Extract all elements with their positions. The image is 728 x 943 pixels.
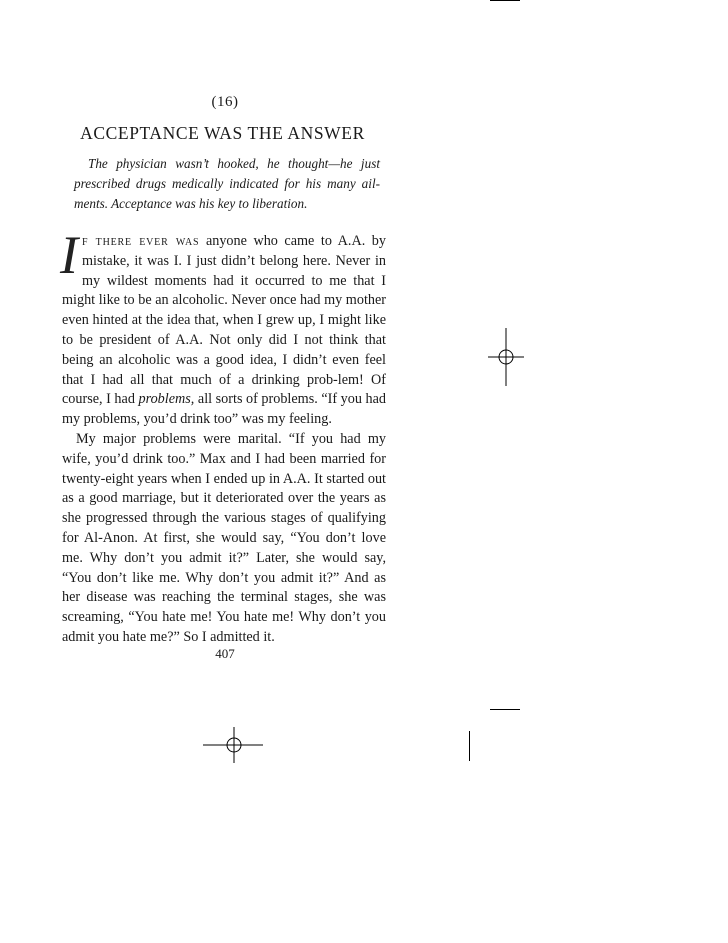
chapter-summary [74,154,380,214]
registration-mark-bottom [203,727,263,763]
crop-mark-bottom-right [490,709,520,710]
lead-in-smallcaps: f there ever was [81,233,200,249]
crop-mark-top-right [490,0,520,1]
page-number: 407 [215,646,235,661]
paragraph-1-end: all sorts of problems. “If you had my problems, you’d drink too” was my feeling. [62,391,386,428]
paragraph-1-text: anyone who came to A.A. by mistake, it was I. I just didn’t belong here. Never in my wildest moments had it occurred to me that I might like to be an alcoholic. Never once had my mother even hinted at the idea that, when I grew up, I might like to be president of A.A. Not only did I not think that being an alcoholic was a good idea, I didn’t even feel that I had all that much of a drinking prob-lem! Of course, I had [62,233,386,408]
paragraph-2: My major problems were marital. “If you had my wife, you’d drink too.” Max and I had been married for twenty-eight years when I ended up in A.A. It started out as a good marriage, but it deteriorated over the years as she progressed through the various stages of qualifying for Al-Anon. At first, she would say, “You don’t love me. Why don’t you admit it?” Later, she would say, “You don’t like me. Why don’t you admit it?” And as her disease was reaching the terminal stages, she was screaming, “You hate me! You hate me! Why don’t you admit you hate me?” So I admitted it. [62,430,386,645]
summary-text: The physician wasn’t hooked, he thought—he just prescribed drugs medically indicated for his many ail-ments. Acceptance was his key to liberation. [74,156,380,211]
story-body [60,225,386,648]
drop-cap: I [60,225,78,285]
crop-mark-bottom-vertical [469,731,470,761]
registration-mark-right [488,328,524,386]
chapter-title: ACCEPTANCE WAS THE ANSWER [80,123,365,143]
paragraph-1 [60,225,386,430]
paragraph-1-emphasis: problems, [138,391,195,408]
chapter-number: (16) [211,94,239,110]
